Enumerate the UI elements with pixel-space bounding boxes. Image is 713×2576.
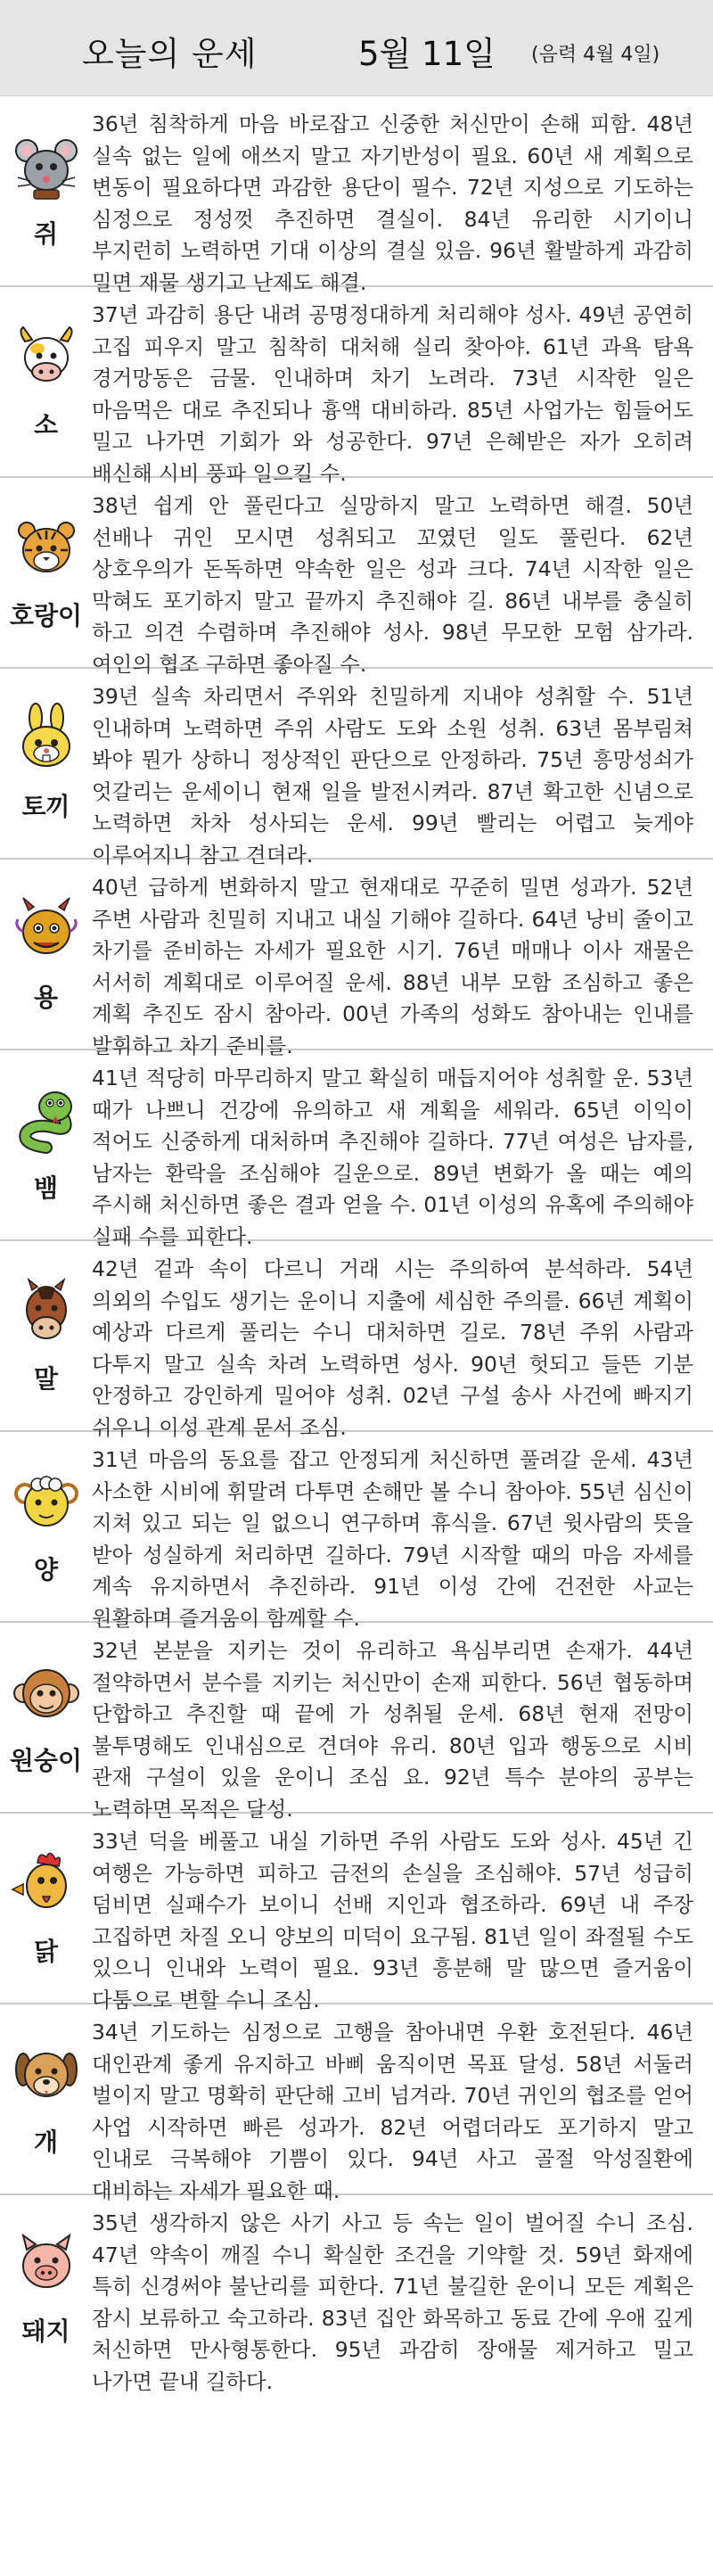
fortune-text: 34년 기도하는 심정으로 고행을 참아내면 우환 호전된다. 46년 대인관계 좋게 유지하고 바삐 움직이면 목표 달성. 58년 서둘러 벌이지 말고 명확히 판단해 고비 넘겨라. 70년 귀인의 협조를 얻어 사업 시작하면 빠른 성과가. 82년 어렵더라도 포기하지 말고 인내로 극복해야 기쁨이 있다. 94년 사고 골절 악성질환에 대비하는 자세가 필요한 때. (92, 2020, 693, 2203)
zodiac-row-rabbit (0, 669, 713, 868)
horse-icon (11, 1276, 82, 1347)
tiger-icon (11, 513, 82, 584)
ox-icon (11, 322, 82, 393)
zodiac-name: 말 (33, 1364, 59, 1394)
rat-icon (11, 131, 82, 202)
zodiac-row-sheep (0, 1432, 713, 1631)
fortune-text: 38년 쉽게 안 풀린다고 실망하지 말고 노력하면 해결. 50년 선배나 귀인 모시면 성취되고 꼬였던 일도 풀린다. 62년 상호우의가 돈독하면 약속한 일은 성과 크다. 74년 시작한 일은 막혀도 포기하지 말고 끝까지 추진해야 길. 86년 내부를 충실히 하고 의견 수렴하며 추진해야 성사. 98년 무모한 모험 삼가라. 여인의 협조 구하면 좋아질 수. (92, 493, 693, 677)
fortune-text: 39년 실속 차리면서 주위와 친밀하게 지내야 성취할 수. 51년 인내하며 노력하면 주위 사람도 도와 소원 성취. 63년 몸부림쳐 봐야 뭔가 상하니 정상적인 판단으로 안정하라. 75년 흥망성쇠가 엇갈리는 운세이니 현재 일을 발전시켜라. 87년 확고한 신념으로 노력하면 차차 성사되는 운세. 99년 빨리는 어렵고 늦게야 이루어지니 참고 견뎌라. (92, 684, 693, 868)
fortune-text: 37년 과감히 용단 내려 공명정대하게 처리해야 성사. 49년 공연히 고집 피우지 말고 침착히 대처해 실리 찾아야. 61년 과욕 탐욕 경거망동은 금물. 인내하며 차기 노려라. 73년 시작한 일은 마음먹은 대로 추진되나 흉액 대비하라. 85년 사업가는 힘들어도 밀고 나가면 기회가 와 성공한다. 97년 은혜받은 자가 오히려 배신해 시비 풍파 일으킬 수. (92, 302, 693, 486)
zodiac-cell (0, 1050, 92, 1239)
snake-icon (11, 1085, 82, 1156)
fortune-text: 33년 덕을 베풀고 내실 기하면 주위 사람도 도와 성사. 45년 긴 여행은 가능하면 피하고 금전의 손실을 조심해야. 57년 성급히 덤비면 실패수가 보이니 선배 지인과 협조하라. 69년 내 주장 고집하면 차질 오니 양보의 미덕이 요구됨. 81년 일이 좌절될 수도 있으니 인내와 노력이 필요. 93년 흥분해 말 많으면 즐거움이 다툼으로 변할 수니 조심. (92, 1829, 693, 2012)
zodiac-cell (0, 1814, 92, 2003)
zodiac-name: 용 (33, 983, 59, 1012)
page-header (0, 0, 713, 96)
zodiac-row-tiger (0, 478, 713, 677)
zodiac-name: 뱀 (33, 1173, 59, 1203)
zodiac-row-ox (0, 287, 713, 486)
zodiac-name: 쥐 (33, 219, 59, 249)
zodiac-cell (0, 1432, 92, 1621)
fortune-text: 32년 본분을 지키는 것이 유리하고 욕심부리면 손재가. 44년 절약하면서 분수를 지키는 처신만이 손재 피한다. 56년 협동하며 단합하고 추진할 때 끝에 가 성취될 운세. 68년 현재 전망이 불투명해도 인내심으로 견뎌야 유리. 80년 입과 행동으로 시비 관재 구설이 있을 운이니 조심 요. 92년 특수 분야의 공부는 노력하면 목적은 달성. (92, 1638, 693, 1822)
zodiac-name: 토끼 (21, 792, 70, 821)
zodiac-cell (0, 478, 92, 667)
fortune-text: 42년 겉과 속이 다르니 거래 시는 주의하여 분석하라. 54년 의외의 수입도 생기는 운이니 지출에 세심한 주의를. 66년 계획이 예상과 다르게 풀리는 수니 대처하면 길로. 78년 주위 사람과 다투지 말고 실속 차려 노력하면 성사. 90년 헛되고 들뜬 기분 안정하고 강인하게 밀어야 성취. 02년 구설 송사 사건에 빠지기 쉬우니 이성 관계 문서 조심. (92, 1256, 693, 1440)
zodiac-row-rooster (0, 1814, 713, 2012)
zodiac-row-dragon (0, 860, 713, 1058)
solar-date: 5월 11일 (358, 35, 496, 73)
fortune-text: 40년 급하게 변화하지 말고 현재대로 꾸준히 밀면 성과가. 52년 주변 사람과 친밀히 지내고 내실 기해야 길하다. 64년 낭비 줄이고 차기를 준비하는 자세가 필요한 시기. 76년 매매나 이사 재물은 서서히 계획대로 이루어질 운세. 88년 내부 모함 조심하고 좋은 계획 추진도 잠시 참아라. 00년 가족의 성화도 참아내는 인내를 발휘하고 차기 준비를. (92, 875, 693, 1058)
zodiac-name: 양 (33, 1555, 59, 1584)
sheep-icon (11, 1467, 82, 1538)
zodiac-name: 호랑이 (9, 601, 83, 630)
zodiac-row-horse (0, 1241, 713, 1440)
fortune-text: 31년 마음의 동요를 잡고 안정되게 처신하면 풀려갈 운세. 43년 사소한 시비에 휘말려 다투면 손해만 볼 수니 참아야. 55년 심신이 지쳐 있고 되는 일 없으니 연구하며 휴식을. 67년 윗사람의 뜻을 받아 성실하게 처리하면 길하다. 79년 시작할 때의 마음 자세를 계속 유지하면서 추진하라. 91년 이성 간에 건전한 사교는 원활하며 즐거움이 함께할 수. (92, 1447, 693, 1631)
fortune-text: 35년 생각하지 않은 사기 사고 등 속는 일이 벌어질 수니 조심. 47년 약속이 깨질 수니 확실한 조건을 기약할 것. 59년 화재에 특히 신경써야 불난리를 피한다. 71년 불길한 운이니 모든 계획은 잠시 보류하고 숙고하라. 83년 집안 화목하고 동료 간에 우애 깊게 처신하면 만사형통한다. 95년 과감히 장애물 제거하고 밀고 나가면 끝내 길하다. (92, 2210, 693, 2394)
zodiac-row-snake (0, 1050, 713, 1249)
zodiac-cell (0, 2004, 92, 2193)
rooster-icon (11, 1848, 82, 1920)
monkey-icon (11, 1658, 82, 1729)
zodiac-cell (0, 860, 92, 1049)
fortune-text: 36년 침착하게 마음 바로잡고 신중한 처신만이 손해 피함. 48년 실속 없는 일에 애쓰지 말고 자기반성이 필요. 60년 새 계획으로 변동이 필요하다면 과감한 용단이 필수. 72년 지성으로 기도하는 심정으로 정성껏 추진하면 결실이. 84년 유리한 시기이니 부지런히 노력하면 기대 이상의 결실 있음. 96년 활발하게 과감히 밀면 재물 생기고 난제도 해결. (92, 111, 693, 295)
zodiac-name: 돼지 (21, 2316, 70, 2346)
zodiac-cell (0, 2195, 92, 2380)
pig-icon (11, 2228, 82, 2300)
zodiac-fortune-list (0, 96, 713, 2394)
zodiac-name: 개 (33, 2127, 59, 2157)
zodiac-name: 원숭이 (9, 1746, 83, 1775)
zodiac-row-pig (0, 2195, 713, 2394)
zodiac-cell (0, 287, 92, 476)
page-title: 오늘의 운세 (82, 35, 258, 73)
zodiac-cell (0, 669, 92, 858)
zodiac-cell (0, 1241, 92, 1430)
zodiac-row-dog (0, 2004, 713, 2203)
lunar-date: (음력 4월 4일) (531, 44, 660, 66)
dog-icon (11, 2039, 82, 2111)
zodiac-name: 소 (33, 410, 59, 440)
zodiac-cell (0, 96, 92, 285)
dragon-icon (11, 894, 82, 966)
zodiac-name: 닭 (33, 1937, 59, 1966)
fortune-text: 41년 적당히 마무리하지 말고 확실히 매듭지어야 성취할 운. 53년 때가 나쁘니 건강에 유의하고 새 계획을 세워라. 65년 이익이 적어도 신중하게 대처하며 추진해야 길하다. 77년 여성은 남자를, 남자는 환락을 조심해야 길운으로. 89년 변화가 올 때는 예의 주시해 처신하면 좋은 결과 얻을 수. 01년 이성의 유혹에 주의해야 실패 수를 피한다. (92, 1066, 693, 1249)
rabbit-icon (11, 704, 82, 775)
zodiac-cell (0, 1623, 92, 1812)
zodiac-row-rat (0, 96, 713, 295)
zodiac-row-monkey (0, 1623, 713, 1822)
